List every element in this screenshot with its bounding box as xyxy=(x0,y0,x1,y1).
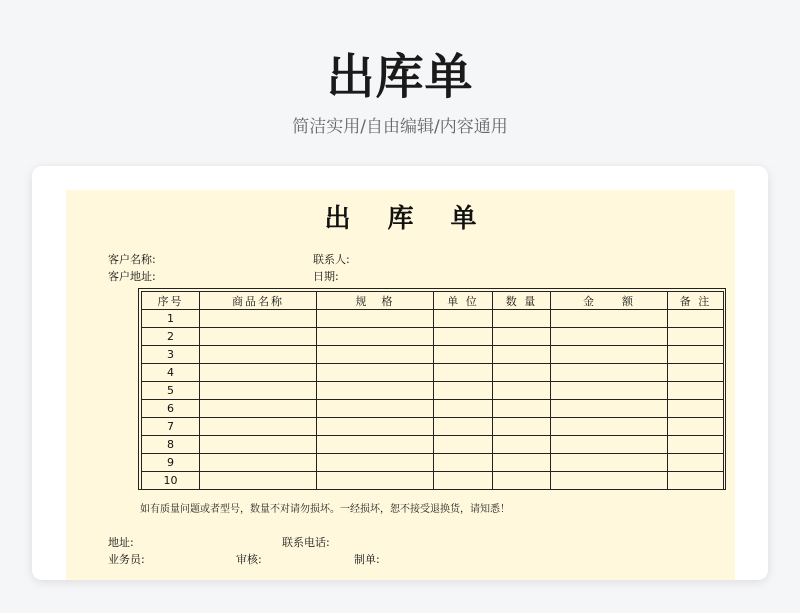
preview-card xyxy=(32,166,768,580)
preparer-label: 制单: xyxy=(354,553,380,566)
table-cell[interactable] xyxy=(434,364,493,382)
table-cell[interactable] xyxy=(317,328,434,346)
review-label: 审核: xyxy=(236,553,262,566)
table-cell[interactable] xyxy=(200,346,317,364)
table-cell[interactable] xyxy=(200,418,317,436)
column-header: 序号 xyxy=(142,292,200,310)
table-cell[interactable] xyxy=(551,436,668,454)
table-cell[interactable] xyxy=(551,418,668,436)
table-row xyxy=(142,436,724,454)
table-cell[interactable] xyxy=(493,454,551,472)
table-cell[interactable] xyxy=(493,346,551,364)
table-cell[interactable] xyxy=(493,310,551,328)
table-row xyxy=(142,310,724,328)
table-row xyxy=(142,454,724,472)
row-number: 1 xyxy=(142,310,200,328)
hero-title: 出库单 xyxy=(326,49,474,105)
table-cell[interactable] xyxy=(434,454,493,472)
table-cell[interactable] xyxy=(493,400,551,418)
table-cell[interactable] xyxy=(317,364,434,382)
row-number: 7 xyxy=(142,418,200,436)
table-cell[interactable] xyxy=(551,364,668,382)
table-cell[interactable] xyxy=(317,310,434,328)
table-cell[interactable] xyxy=(668,346,724,364)
table-row xyxy=(142,328,724,346)
table-cell[interactable] xyxy=(668,472,724,490)
table-row xyxy=(142,346,724,364)
table-cell[interactable] xyxy=(434,472,493,490)
table-cell[interactable] xyxy=(668,328,724,346)
table-cell[interactable] xyxy=(434,418,493,436)
address-label: 地址: xyxy=(108,536,134,549)
table-cell[interactable] xyxy=(493,436,551,454)
row-number: 2 xyxy=(142,328,200,346)
row-number: 9 xyxy=(142,454,200,472)
table-cell[interactable] xyxy=(551,328,668,346)
table-cell[interactable] xyxy=(317,418,434,436)
table-cell[interactable] xyxy=(317,472,434,490)
table-cell[interactable] xyxy=(668,400,724,418)
table-cell[interactable] xyxy=(434,400,493,418)
table-cell[interactable] xyxy=(317,436,434,454)
row-number: 3 xyxy=(142,346,200,364)
table-cell[interactable] xyxy=(551,400,668,418)
table-cell[interactable] xyxy=(434,328,493,346)
table-cell[interactable] xyxy=(668,436,724,454)
table-cell[interactable] xyxy=(317,454,434,472)
column-header: 规 格 xyxy=(317,292,434,310)
table-cell[interactable] xyxy=(200,364,317,382)
table-cell[interactable] xyxy=(434,346,493,364)
salesperson-label: 业务员: xyxy=(108,553,145,566)
row-number: 4 xyxy=(142,364,200,382)
table-cell[interactable] xyxy=(200,454,317,472)
customer-address-label: 客户地址: xyxy=(108,270,156,283)
table-cell[interactable] xyxy=(200,436,317,454)
row-number: 10 xyxy=(142,472,200,490)
table-cell[interactable] xyxy=(668,382,724,400)
table-cell[interactable] xyxy=(200,382,317,400)
column-header: 金 额 xyxy=(551,292,668,310)
table-row xyxy=(142,418,724,436)
contact-label: 联系人: xyxy=(313,253,350,266)
table-row xyxy=(142,472,724,490)
row-number: 5 xyxy=(142,382,200,400)
row-number: 6 xyxy=(142,400,200,418)
items-table xyxy=(141,291,724,490)
table-cell[interactable] xyxy=(551,472,668,490)
table-cell[interactable] xyxy=(551,346,668,364)
table-cell[interactable] xyxy=(200,310,317,328)
table-cell[interactable] xyxy=(317,400,434,418)
table-cell[interactable] xyxy=(434,310,493,328)
table-cell[interactable] xyxy=(668,418,724,436)
date-label: 日期: xyxy=(313,270,339,283)
document-title: 出 库 单 xyxy=(324,204,491,234)
table-cell[interactable] xyxy=(434,436,493,454)
items-table-frame xyxy=(138,288,726,490)
table-cell[interactable] xyxy=(668,364,724,382)
table-cell[interactable] xyxy=(551,454,668,472)
table-cell[interactable] xyxy=(200,328,317,346)
column-header: 数 量 xyxy=(493,292,551,310)
table-cell[interactable] xyxy=(668,454,724,472)
table-row xyxy=(142,364,724,382)
disclaimer-note: 如有质量问题或者型号，数量不对请勿损坏。一经损坏，恕不接受退换货，请知悉！ xyxy=(140,504,510,515)
table-cell[interactable] xyxy=(317,382,434,400)
table-cell[interactable] xyxy=(493,418,551,436)
column-header: 备 注 xyxy=(668,292,724,310)
table-row xyxy=(142,382,724,400)
table-cell[interactable] xyxy=(200,472,317,490)
table-cell[interactable] xyxy=(317,346,434,364)
table-cell[interactable] xyxy=(493,472,551,490)
hero-subtitle: 简洁实用/自由编辑/内容通用 xyxy=(292,117,508,137)
row-number: 8 xyxy=(142,436,200,454)
column-header: 单 位 xyxy=(434,292,493,310)
table-header-row xyxy=(142,292,724,310)
column-header: 商品名称 xyxy=(200,292,317,310)
table-cell[interactable] xyxy=(493,328,551,346)
delivery-note-sheet xyxy=(66,190,735,580)
table-row xyxy=(142,400,724,418)
table-cell[interactable] xyxy=(551,310,668,328)
table-cell[interactable] xyxy=(493,382,551,400)
table-cell[interactable] xyxy=(668,310,724,328)
table-cell[interactable] xyxy=(493,364,551,382)
phone-label: 联系电话: xyxy=(282,536,330,549)
table-cell[interactable] xyxy=(200,400,317,418)
table-cell[interactable] xyxy=(551,382,668,400)
table-cell[interactable] xyxy=(434,382,493,400)
customer-name-label: 客户名称: xyxy=(108,253,156,266)
